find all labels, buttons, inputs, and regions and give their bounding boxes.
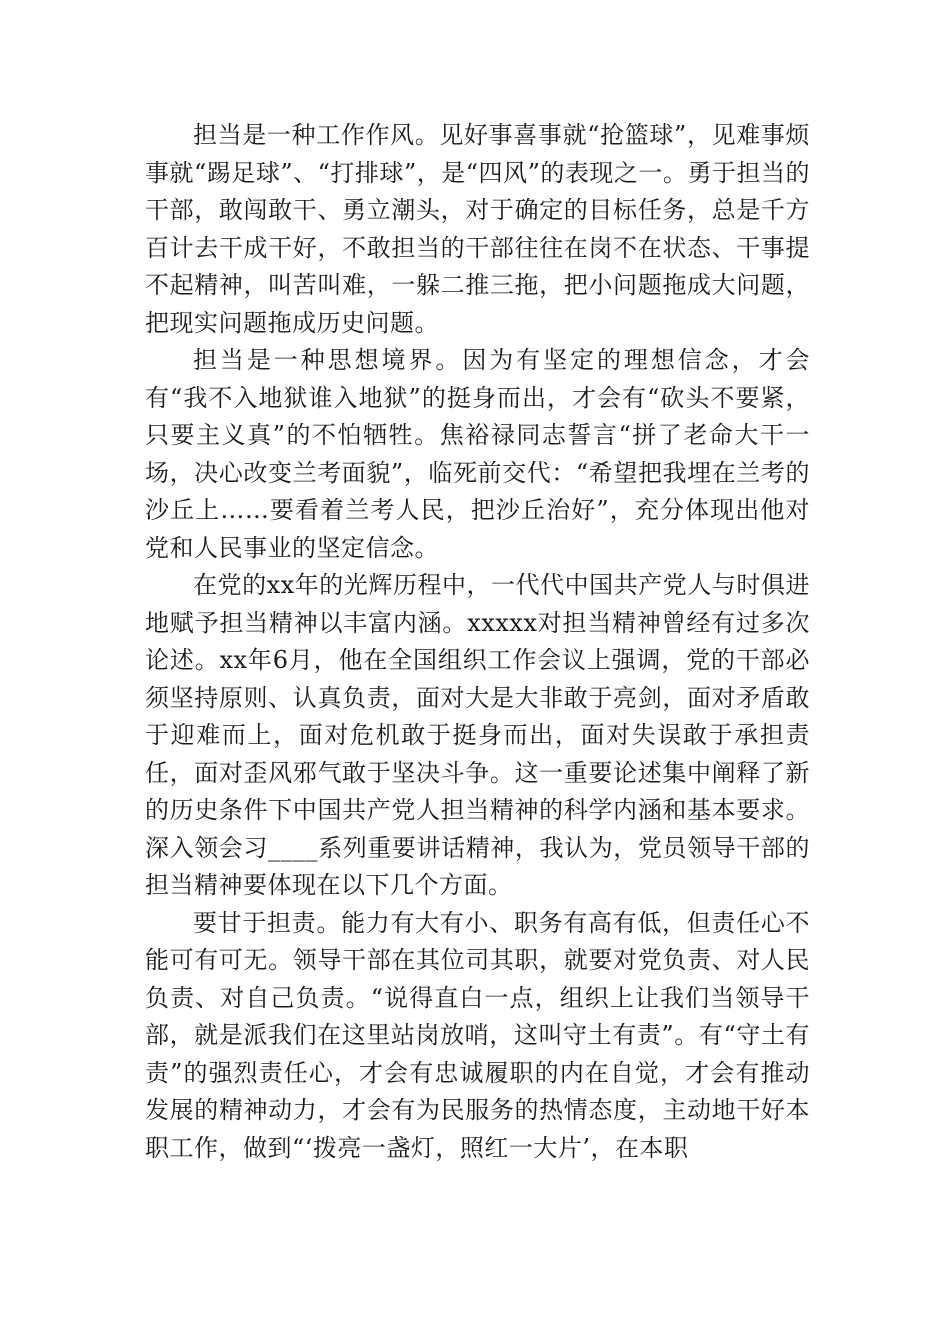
paragraph: 要甘于担责。能力有大有小、职务有高有低，但责任心不能可有可无。领导干部在其位司其职，就要对党负责、对人民负责、对自己负责。“说得直白一点，组织上让我们当领导干部，就是派我们在这里站岗放哨，这叫守土有责”。有“守土有责”的强烈责任心，才会有忠诚履职的内在自觉，才会有推动发展的精神动力，才会有为民服务的热情态度，主动地干好本职工作，做到“‘拨亮一盏灯，照红一大片’，在本职 [145,908,810,1162]
document-body [145,117,810,1167]
paragraph: 在党的xx年的光辉历程中，一代代中国共产党人与时俱进地赋予担当精神以丰富内涵。xxxxx对担当精神曾经有过多次论述。xx年6月，他在全国组织工作会议上强调，党的干部必须坚持原则、认真负责，面对大是大非敢于亮剑，面对矛盾敢于迎难而上，面对危机敢于挺身而出，面对失误敢于承担责任，面对歪风邪气敢于坚决斗争。这一重要论述集中阐释了新的历史条件下中国共产党人担当精神的科学内涵和基本要求。深入领会习____系列重要讲话精神，我认为，党员领导干部的担当精神要体现在以下几个方面。 [145,571,810,899]
paragraph: 担当是一种工作作风。见好事喜事就“抢篮球”，见难事烦事就“踢足球”、“打排球”，是“四风”的表现之一。勇于担当的干部，敢闯敢干、勇立潮头，对于确定的目标任务，总是千方百计去干成干好，不敢担当的干部往往在岗不在状态、干事提不起精神，叫苦叫难，一躲二推三拖，把小问题拖成大问题，把现实问题拖成历史问题。 [145,121,810,337]
paragraph: 担当是一种思想境界。因为有坚定的理想信念，才会有“我不入地狱谁入地狱”的挺身而出，才会有“砍头不要紧，只要主义真”的不怕牺牲。焦裕禄同志誓言“拼了老命大干一场，决心改变兰考面貌”，临死前交代：“希望把我埋在兰考的沙丘上……要看着兰考人民，把沙丘治好”，充分体现出他对党和人民事业的坚定信念。 [145,346,810,562]
